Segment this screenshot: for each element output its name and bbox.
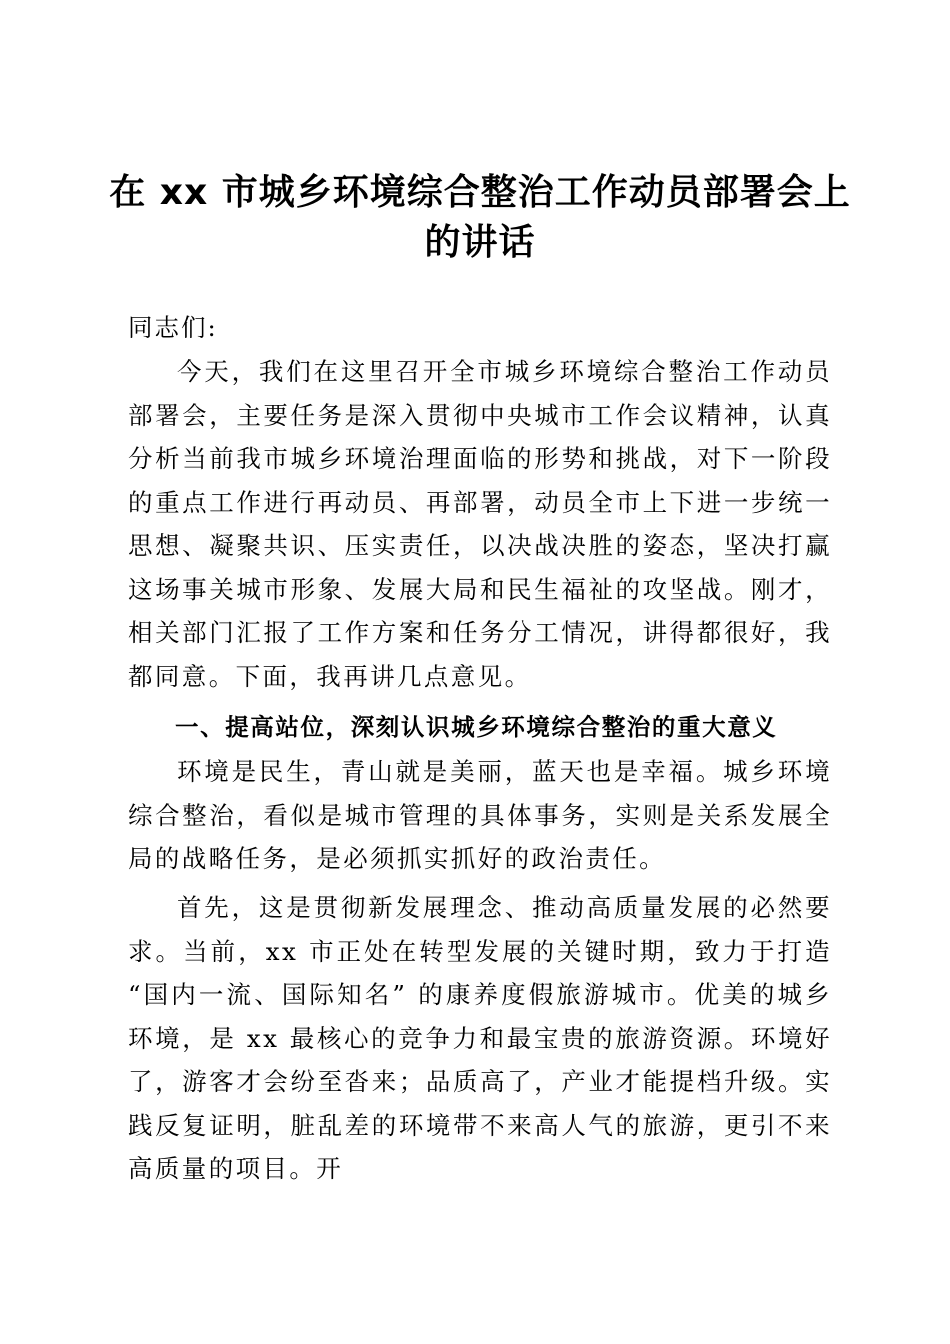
body-paragraph: 首先，这是贯彻新发展理念、推动高质量发展的必然要求。当前，xx 市正处在转型发展的关键时期，致力于打造 “国内一流、国际知名” 的康养度假旅游城市。优美的城乡环境，是 xx 最核心的竞争力和最宝贵的旅游资源。环境好了，游客才会纷至沓来；品质高了，产业才能提档升级。实践反复证明，脏乱差的环境带不来高人气的旅游，更引不来高质量的项目。开: [128, 893, 832, 1183]
salutation: 同志们:: [128, 313, 218, 342]
section-heading: 一、提高站位，深刻认识城乡环境综合整治的重大意义: [175, 713, 778, 741]
section-heading-block: [128, 706, 832, 750]
section-paragraph-block-2: [128, 886, 832, 1191]
intro-paragraph-block: [128, 350, 832, 698]
section-paragraph-block-1: [128, 750, 832, 881]
document-title: 在 xx 市城乡环境综合整治工作动员部署会上的讲话: [109, 172, 851, 263]
body-paragraph: 今天，我们在这里召开全市城乡环境综合整治工作动员部署会，主要任务是深入贯彻中央城市工作会议精神，认真分析当前我市城乡环境治理面临的形势和挑战，对下一阶段的重点工作进行再动员、再部署，动员全市上下进一步统一思想、凝聚共识、压实责任，以决战决胜的姿态，坚决打赢这场事关城市形象、发展大局和民生福祉的攻坚战。刚才，相关部门汇报了工作方案和任务分工情况，讲得都很好，我都同意。下面，我再讲几点意见。: [128, 357, 832, 691]
body-paragraph: 环境是民生，青山就是美丽，蓝天也是幸福。城乡环境综合整治，看似是城市管理的具体事务，实则是关系发展全局的战略任务，是必须抓实抓好的政治责任。: [128, 757, 832, 873]
